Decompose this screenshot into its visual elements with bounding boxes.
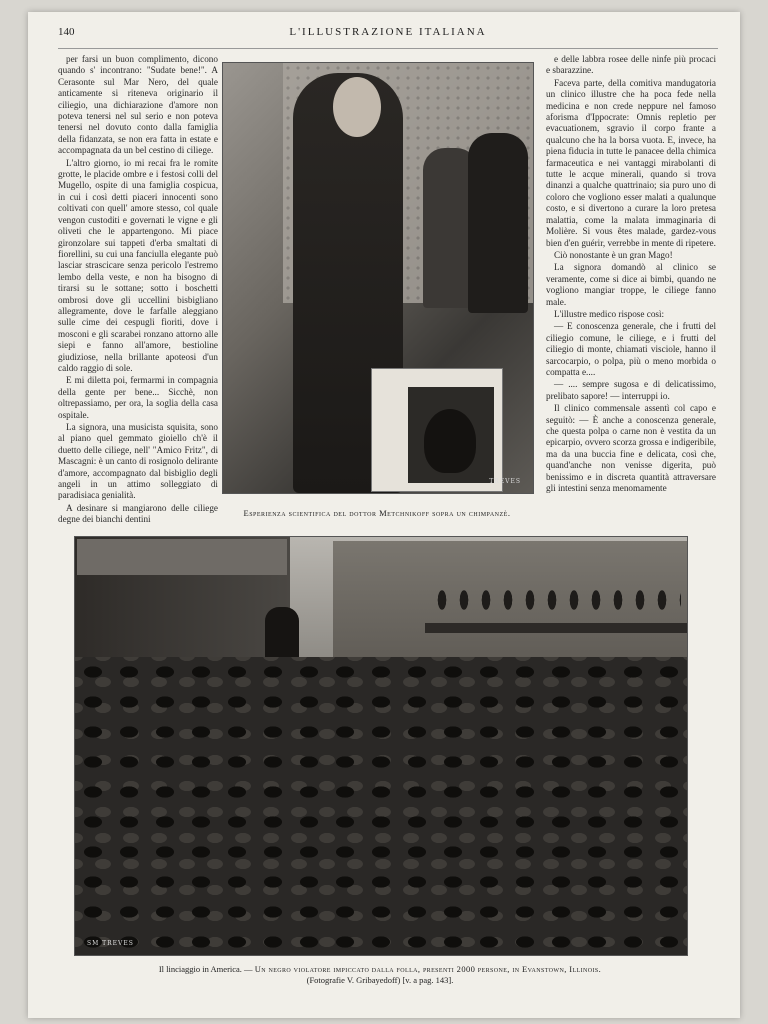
- running-head: L'ILLUSTRAZIONE ITALIANA: [289, 26, 487, 38]
- doctor-head: [333, 77, 381, 137]
- spectators-on-roof: [431, 575, 681, 625]
- caption-top: Esperienza scientifica del dottor Metchnikoff sopra un chimpanzè.: [243, 508, 511, 518]
- photo-lynching-crowd: [74, 536, 688, 956]
- page-header: [58, 26, 718, 49]
- paragraph: e delle labbra rosee delle ninfe più procaci e sbarazzine.: [546, 54, 716, 76]
- paragraph: Faceva parte, della comitiva mandugatoria un clinico illustre che ha poca fede nella medicina e non crede neppure nel famoso aforisma d'Ippocrate: Omnis repletio per evacuationem, sgravio il corpo frante a qualcuno che ha la borsa vuota. E, invece, ha piena fiducia in tutte le panacee della chimica farmaceutica e nei vantaggi mirabolanti di tutte le acque minerali, quando si trova dinanzi a qualche quattrinaio; sia puro uno di coloro che vogliono esser malati a qualunque costo, e si divertono a curare la loro pretesa malattia, come la malata immaginaria di Molière. Si vous êtes malade, gardez-vous bien d'en guérir, verrebbe in mente di ripetere.: [546, 77, 716, 248]
- paragraph: — .... sempre sugosa e di delicatissimo, prelibato sapore! — interruppi io.: [546, 379, 716, 401]
- magazine-page: [28, 12, 740, 1018]
- page-number: 140: [58, 26, 75, 38]
- photo-metchnikoff-chimpanzee: [222, 62, 534, 494]
- paragraph: A desinare si mangiarono delle ciliege degne dei bianchi dentini: [58, 502, 218, 525]
- caption-main: Un negro violatore impiccato dalla folla, presenti 2000 persone, in Evanstown, Illinois.: [254, 964, 602, 974]
- text-column-right: [546, 54, 716, 514]
- caption-lead: Il linciaggio in America. —: [158, 964, 253, 974]
- paragraph: La signora, una musicista squisita, sono al piano quel gemmato gioiello ch'è il duetto delle ciliege, nell' "Amico Fritz", di Mascagni: è un canto di rosignolo delirante d'amore, accompagnato dal bisbiglio degli angeli in un attimo solleggiato di paradisiaca genialità.: [58, 422, 218, 501]
- roof-platform: [425, 623, 687, 633]
- paragraph: L'illustre medico rispose così:: [554, 308, 665, 319]
- barn-roof: [77, 539, 287, 575]
- cage-interior: [408, 387, 494, 483]
- caption-bottom: [74, 964, 686, 986]
- paragraph: — E conoscenza generale, che i frutti del ciliegio comune, le ciliege, e i frutti del ciliegio di monte, chiamati visciole, hanno il sarcocarpio, o polpa, più o meno morbida o compatta e....: [546, 321, 716, 377]
- paragraph: Ciò nonostante è un gran Mago!: [554, 249, 673, 260]
- paragraph: La signora domandò al clinico se veramente, come si dice ai bimbi, quando ne vogliono mangiar troppe, le ciliege fanno male.: [546, 262, 716, 307]
- chimpanzee: [424, 409, 476, 473]
- crowd: [75, 657, 687, 955]
- text-column-left: [58, 54, 218, 525]
- paragraph: E mi diletta poi, fermarmi in compagnia della gente per bene... Sicchè, non oltrepassiamo, per ora, la soglia della casa ospitale.: [58, 375, 218, 420]
- bystander-figure-top-hat: [468, 133, 528, 313]
- chimpanzee-cage: [371, 368, 503, 492]
- paragraph: Il clinico commensale assentì col capo e seguitò: — È anche a conoscenza generale, che questa polpa o carne non è vestita da un epicarpio, ovvero scorza grossa e indigeribile, ma da una buccia fine e delicata, così che, quand'anche non venisse digerita, può benissimo e in discreta quantità attraversare gli intestini senza menomamente: [546, 403, 716, 494]
- caption-credit: (Fotografie V. Gribayedoff) [v. a pag. 143].: [306, 975, 454, 985]
- artist-signature: TREVES: [489, 478, 521, 485]
- paragraph: L'altro giorno, io mi recai fra le romite grotte, le placide ombre e i festosi colli del Mugello, ospite di una famiglia cospicua, in cui i così detti piaceri innocenti sono coltivati con quell' amore stesso, col quale vengon custoditi e governati le vigne e gli oliveti che le appartengono. Mi piace gironzolare sui tappeti d'erba smaltati di fiorellini, su cui una fanciulla elegante può lasciar strascicare senza pericolo l'estremo lembo della veste, e non ha bisogno di tirarsi su le sottane; sotto i boschetti ombrosi dove gli uccellini bisbigliano allegramente, dove le farfalle aleggiano sulle cime dei cespugli fioriti, dove i mosconi e gli scarabei ronzano attorno alle siepi e fanno all'amore, bestioline giudiziose, nella brillante apoteosi d'un caldo raggio di sole.: [58, 157, 218, 373]
- paragraph: per farsi un buon complimento, dicono quando s' incontrano: "Sudate bene!". A Cerasonte sul Mar Nero, del quale anticamente si riteneva originario il ciliegio, una dichiarazione d'amore non poteva tenersi nel sul serio e non poteva tenersi nel dovuto conto dalla famiglia della fidanzata, se non era fatta in estate e accompagnata da un bel cestino di ciliege.: [58, 54, 218, 156]
- artist-signature: SM TREVES: [87, 940, 134, 947]
